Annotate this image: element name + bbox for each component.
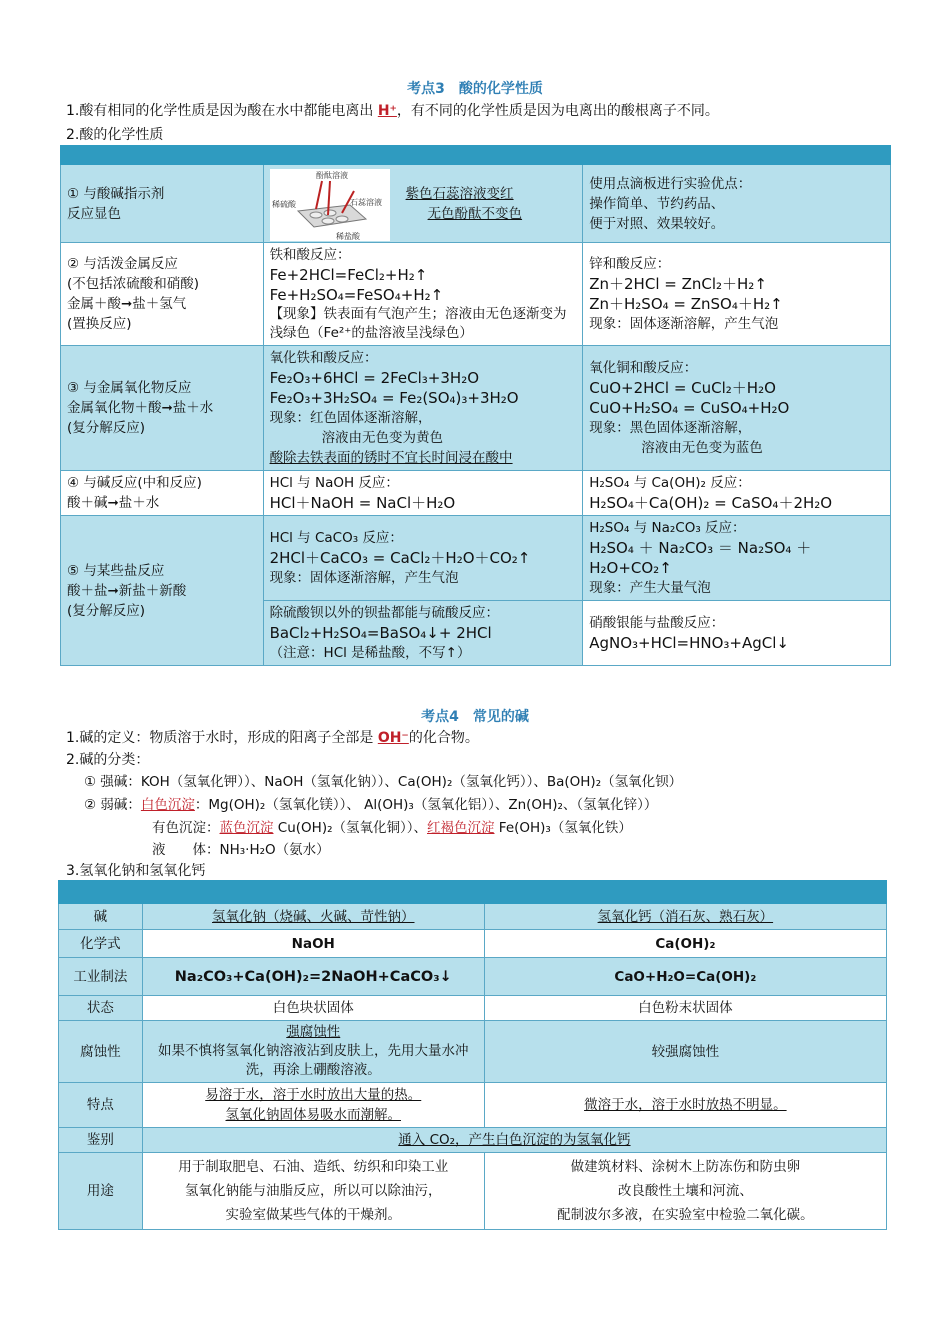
table-row: 腐蚀性 强腐蚀性 如果不慎将氢氧化钠溶液沾到皮肤上，先用大量水冲洗，再涂上硼酸溶液。 较强腐蚀性 [59,1021,887,1083]
weak-base-line: ② 弱碱：白色沉淀：Mg(OH)₂（氢氧化镁））、 Al(OH)₃（氢氧化铝））、Zn(OH)₂、（氢氧化锌）） [84,797,658,813]
spot-plate-illustration [270,169,390,239]
row4-right: H₂SO₄ 与 Ca(OH)₂ 反应： H₂SO₄＋Ca(OH)₂ = CaSO₄＋2H₂O [583,471,891,516]
row1-mid: 酚酞溶液 稀硫酸 石蕊溶液 稀盐酸 紫色石蕊溶液变红 无色酚酞不变色 [263,165,583,243]
row2-right: 锌和酸反应： Zn＋2HCl = ZnCl₂＋H₂↑ Zn＋H₂SO₄ = ZnSO₄＋H₂↑ 现象：固体逐渐溶解，产生气泡 [583,243,891,346]
row4-label: ④ 与碱反应(中和反应) 酸＋碱➞盐＋水 [61,471,264,516]
row5b-right: 硝酸银能与盐酸反应： AgNO₃+HCl=HNO₃+AgCl↓ [583,601,891,666]
row3-mid: 氧化铁和酸反应： Fe₂O₃+6HCl = 2FeCl₃+3H₂O Fe₂O₃+3H₂SO₄ = Fe₂(SO₄)₃+3H₂O 现象：红色固体逐渐溶解， 溶液由无色变为黄色 酸除去铁表面的锈时不宜长时间浸在酸中 [263,346,583,471]
line1-pre: 1.酸有相同的化学性质是因为酸在水中都能电离出 [66,103,378,119]
row2-mid: 铁和酸反应： Fe+2HCl=FeCl₂+H₂↑ Fe+H₂SO₄=FeSO₄+H₂↑ 【现象】铁表面有气泡产生；溶液由无色逐渐变为浅绿色（Fe²⁺的盐溶液呈浅绿色） [263,243,583,346]
table-row: 工业制法 Na₂CO₃+Ca(OH)₂=2NaOH+CaCO₃↓ CaO+H₂O=Ca(OH)₂ [59,958,887,996]
table-header-bar [61,146,891,165]
ion-oh: OH⁻ [377,730,409,746]
table-row: 特点 易溶于水，溶于水时放出大量的热。 氢氧化钠固体易吸水而潮解。 微溶于水，溶于水时放热不明显。 [59,1083,887,1128]
table-row [61,471,891,516]
table-row: 用途 用于制取肥皂、石油、造纸、纺织和印染工业 氢氧化钠能与油脂反应，所以可以除油污， 实验室做某些气体的干燥剂。 做建筑材料、涂树木上防冻伤和防虫卵 改良酸性土壤和河流、 配制波尔多液，在实验室中检验二氧化碳。 [59,1153,887,1230]
section3-title: 考点3 酸的化学性质 [407,81,543,97]
line1-post: ，有不同的化学性质是因为电离出的酸根离子不同。 [396,103,719,119]
base-comparison-table [58,880,887,1230]
acid-properties-table [60,145,891,666]
section4-line3: 3.氢氧化钠和氢氧化钙 [66,863,206,879]
liquid-base-line: 液 体：NH₃·H₂O（氨水） [152,842,330,858]
section4-line1: 1.碱的定义：物质溶于水时，形成的阳离子全部是 OH⁻的化合物。 [66,730,479,746]
table2-header-bar [59,881,887,904]
svg-text:稀盐酸: 稀盐酸 [335,231,360,241]
row1-label: ① 与酸碱指示剂 反应显色 [61,165,264,243]
section3-line1 [66,100,719,120]
row5a-mid: HCl 与 CaCO₃ 反应： 2HCl＋CaCO₃ = CaCl₂＋H₂O＋CO₂↑ 现象：固体逐渐溶解，产生气泡 [263,516,583,601]
row5a-right: H₂SO₄ 与 Na₂CO₃ 反应： H₂SO₄ ＋ Na₂CO₃ ＝ Na₂SO₄ ＋ H₂O+CO₂↑ 现象：产生大量气泡 [583,516,891,601]
table-row [61,165,891,243]
colored-base-line: 有色沉淀：蓝色沉淀 Cu(OH)₂（氢氧化铜））、红褐色沉淀 Fe(OH)₃（氢氧化铁） [152,820,632,836]
row3-label: ③ 与金属氧化物反应 金属氧化物＋酸➞盐＋水 (复分解反应) [61,346,264,471]
table-row: 化学式 NaOH Ca(OH)₂ [59,930,887,958]
row5-label: ⑤ 与某些盐反应 酸＋盐➞新盐＋新酸 (复分解反应) [61,516,264,666]
table-row [61,243,891,346]
row5b-mid: 除硫酸钡以外的钡盐都能与硫酸反应： BaCl₂+H₂SO₄=BaSO₄↓+ 2HCl （注意：HCl 是稀盐酸，不写↑） [263,601,583,666]
strong-base-line: ① 强碱：KOH（氢氧化钾））、NaOH（氢氧化钠））、Ca(OH)₂（氢氧化钙））、Ba(OH)₂（氢氧化钡） [84,774,683,790]
table-row: 碱 氢氧化钠（烧碱、火碱、苛性钠） 氢氧化钙（消石灰、熟石灰） [59,904,887,930]
ion-h: H⁺ [377,103,397,119]
row4-mid: HCl 与 NaOH 反应： HCl＋NaOH = NaCl＋H₂O [263,471,583,516]
svg-text:石蕊溶液: 石蕊溶液 [349,197,382,207]
row2-label: ② 与活泼金属反应 (不包括浓硫酸和硝酸) 金属＋酸➞盐＋氢气 (置换反应) [61,243,264,346]
table-row [61,346,891,471]
svg-text:稀硫酸: 稀硫酸 [271,199,296,209]
row3-right: 氧化铜和酸反应： CuO+2HCl = CuCl₂＋H₂O CuO+H₂SO₄ = CuSO₄+H₂O 现象：黑色固体逐渐溶解， 溶液由无色变为蓝色 [583,346,891,471]
table-row: 鉴别 通入 CO₂，产生白色沉淀的为氢氧化钙 [59,1128,887,1153]
table-row [61,516,891,601]
row1-right: 使用点滴板进行实验优点： 操作简单、节约药品、 便于对照、效果较好。 [583,165,891,243]
svg-text:酚酞溶液: 酚酞溶液 [315,170,348,180]
section4-title: 考点4 常见的碱 [421,709,529,725]
section4-line2: 2.碱的分类： [66,752,150,768]
section3-line2: 2.酸的化学性质 [66,127,164,143]
table-row: 状态 白色块状固体 白色粉末状固体 [59,996,887,1021]
